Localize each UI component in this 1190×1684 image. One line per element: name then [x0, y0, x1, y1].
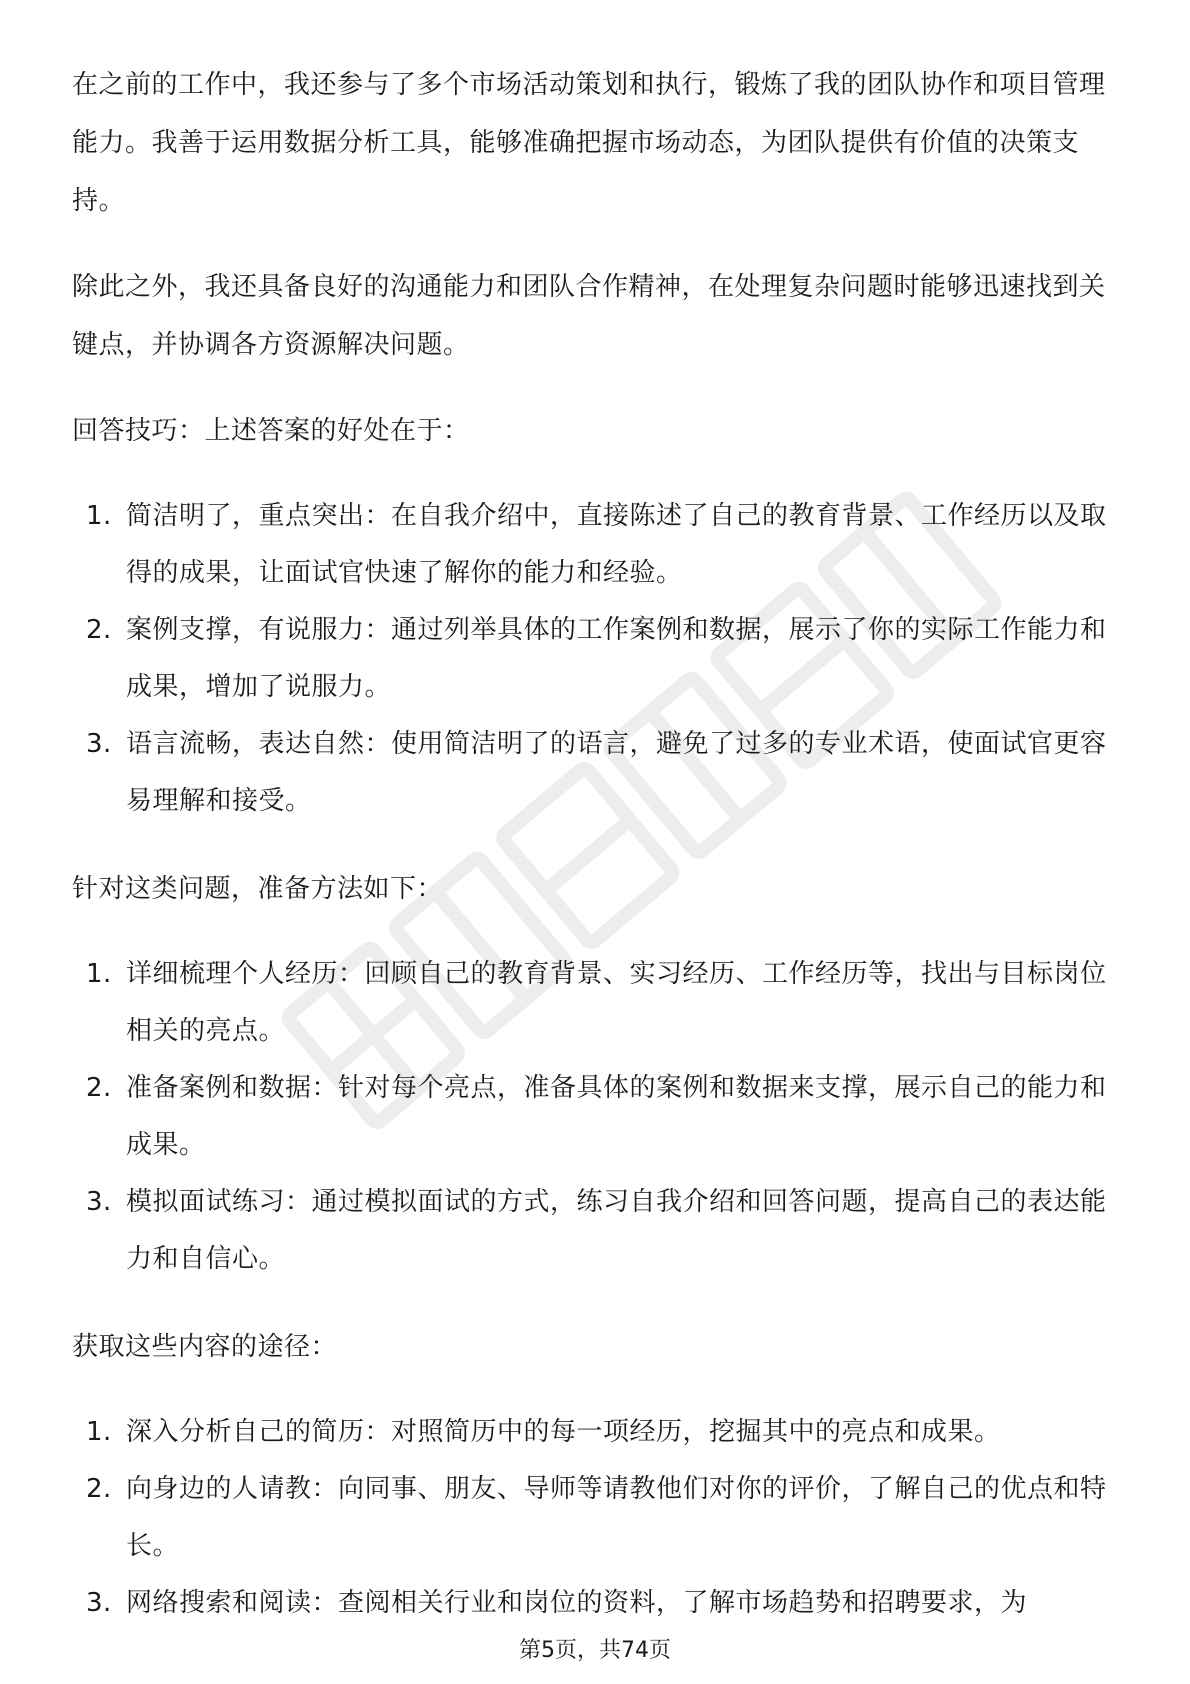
list-item-text: 详细梳理个人经历：回顾自己的教育背景、实习经历、工作经历等，找出与目标岗位相关的亮点。 [126, 959, 1107, 1046]
list-item [72, 602, 1120, 716]
list-item-text: 准备案例和数据：针对每个亮点，准备具体的案例和数据来支撑，展示自己的能力和成果。 [126, 1073, 1107, 1160]
list-number: 2. [86, 615, 112, 645]
list-item-text: 深入分析自己的简历：对照简历中的每一项经历，挖掘其中的亮点和成果。 [126, 1417, 1001, 1447]
list-item [72, 716, 1120, 830]
list-number: 2. [86, 1474, 112, 1504]
document-body [72, 56, 1120, 1662]
section-heading-answer-tips: 回答技巧：上述答案的好处在于： [72, 416, 470, 446]
list-item-text: 网络搜索和阅读：查阅相关行业和岗位的资料，了解市场趋势和招聘要求，为 [126, 1588, 1028, 1618]
list-number: 1. [86, 959, 112, 989]
list-item [72, 488, 1120, 602]
section-heading-sources: 获取这些内容的途径： [72, 1332, 338, 1362]
list-item-text: 简洁明了，重点突出：在自我介绍中，直接陈述了自己的教育背景、工作经历以及取得的成果，让面试官快速了解你的能力和经验。 [126, 501, 1107, 588]
paragraph-2: 除此之外，我还具备良好的沟通能力和团队合作精神，在处理复杂问题时能够迅速找到关键点，并协调各方资源解决问题。 [72, 272, 1106, 360]
list-number: 2. [86, 1073, 112, 1103]
list-item-text: 向身边的人请教：向同事、朋友、导师等请教他们对你的评价，了解自己的优点和特长。 [126, 1474, 1107, 1561]
preparation-list [72, 946, 1120, 1288]
section-heading-preparation: 针对这类问题，准备方法如下： [72, 874, 444, 904]
list-number: 3. [86, 1187, 112, 1217]
answer-tips-list [72, 488, 1120, 830]
list-item-text: 案例支撑，有说服力：通过列举具体的工作案例和数据，展示了你的实际工作能力和成果，增加了说服力。 [126, 615, 1107, 702]
list-item [72, 1404, 1120, 1461]
paragraph-1: 在之前的工作中，我还参与了多个市场活动策划和执行，锻炼了我的团队协作和项目管理能力。我善于运用数据分析工具，能够准确把握市场动态，为团队提供有价值的决策支持。 [72, 70, 1106, 216]
list-item [72, 1060, 1120, 1174]
list-item [72, 1174, 1120, 1288]
list-item [72, 1575, 1120, 1632]
list-number: 1. [86, 501, 112, 531]
list-number: 3. [86, 1588, 112, 1618]
list-item [72, 1461, 1120, 1575]
list-item-text: 语言流畅，表达自然：使用简洁明了的语言，避免了过多的专业术语，使面试官更容易理解和接受。 [126, 729, 1107, 816]
sources-list [72, 1404, 1120, 1632]
list-number: 3. [86, 729, 112, 759]
list-item-text: 模拟面试练习：通过模拟面试的方式，练习自我介绍和回答问题，提高自己的表达能力和自信心。 [126, 1187, 1107, 1274]
list-number: 1. [86, 1417, 112, 1447]
list-item [72, 946, 1120, 1060]
page-number: 第5页，共74页 [519, 1638, 671, 1663]
